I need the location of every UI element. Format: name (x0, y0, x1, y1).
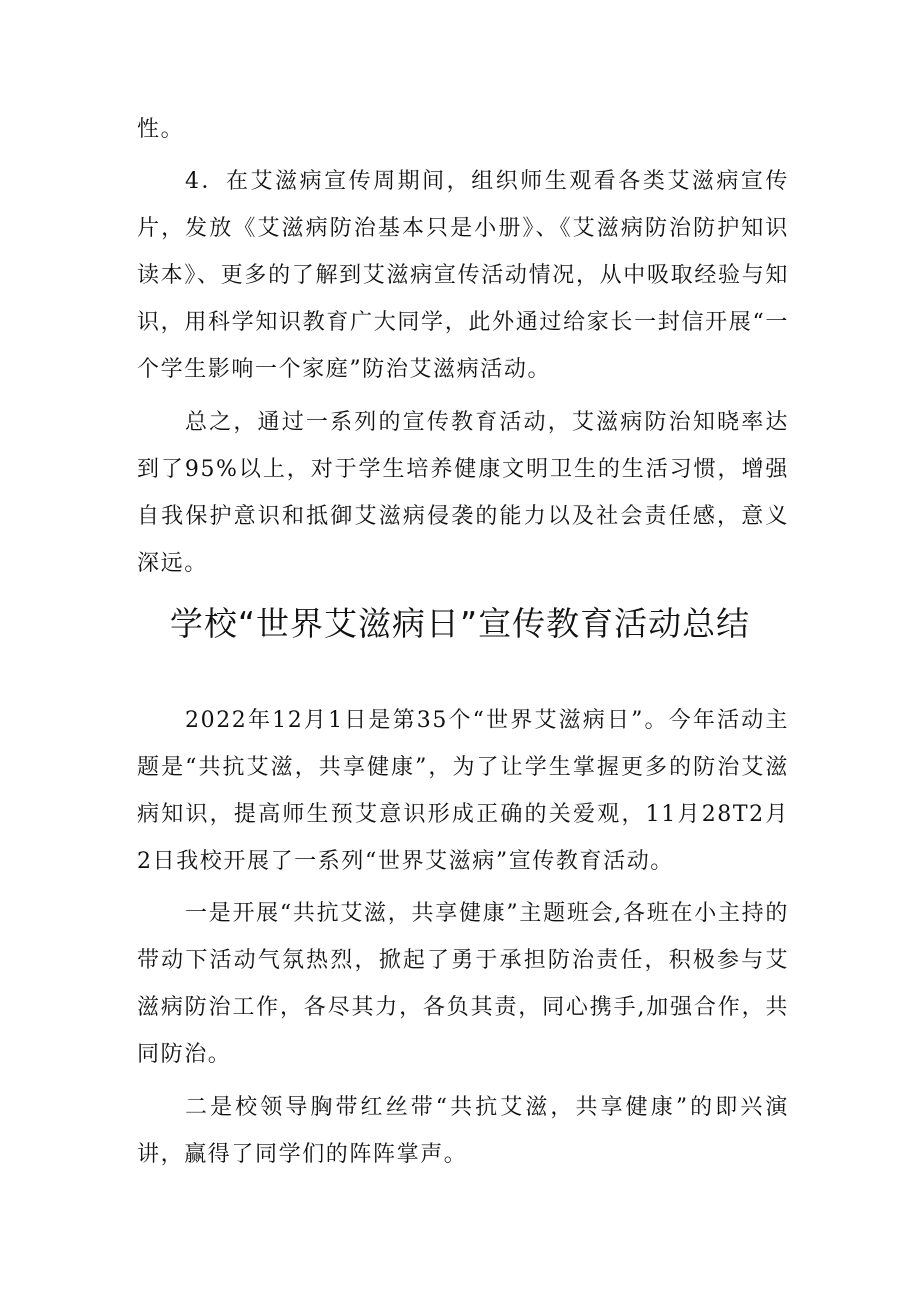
paragraph-summary: 总之，通过一系列的宣传教育活动，艾滋病防治知晓率达到了95%以上，对于学生培养健康文明卫生的生活习惯，增强自我保护意识和抵御艾滋病侵袭的能力以及社会责任感，意义深远。 (137, 410, 789, 576)
paragraph-point-1: 一是开展“共抗艾滋，共享健康”主题班会,各班在小主持的带动下活动气氛热烈，掀起了勇于承担防治责任，积极参与艾滋病防治工作，各尽其力，各负其责，同心携手,加强合作，共同防治。 (137, 901, 789, 1067)
paragraph-item-4: 4．在艾滋病宣传周期间，组织师生观看各类艾滋病宣传片，发放《艾滋病防治基本只是小册》、《艾滋病防治防护知识读本》、更多的了解到艾滋病宣传活动情况，从中吸取经验与知识，用科学知识教育广大同学，此外通过给家长一封信开展“一个学生影响一个家庭”防治艾滋病活动。 (137, 169, 789, 382)
page-title: 学校“世界艾滋病日”宣传教育活动总结 (169, 604, 751, 643)
carryover-text: 性。 (137, 117, 185, 142)
paragraph-point-2: 二是校领导胸带红丝带“共抗艾滋，共享健康”的即兴演讲，赢得了同学们的阵阵掌声。 (137, 1095, 789, 1167)
paragraph-intro: 2022年12月1日是第35个“世界艾滋病日”。今年活动主题是“共抗艾滋，共享健康”，为了让学生掌握更多的防治艾滋病知识，提高师生预艾意识形成正确的关爱观，11月28T2月2日我校开展了一系列“世界艾滋病”宣传教育活动。 (137, 708, 789, 874)
